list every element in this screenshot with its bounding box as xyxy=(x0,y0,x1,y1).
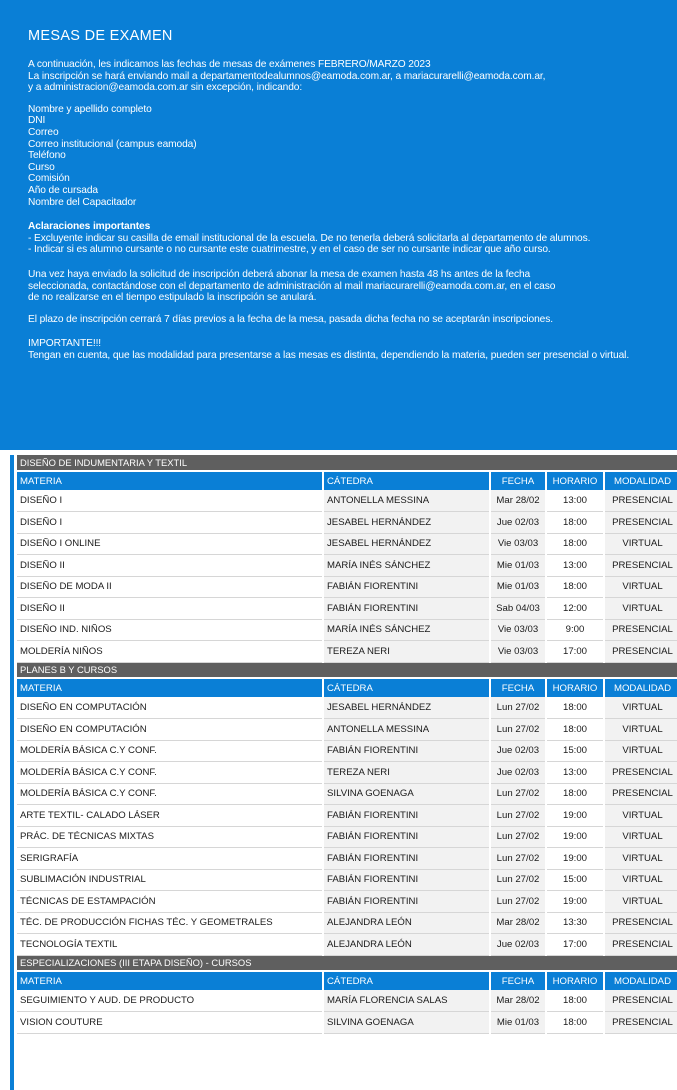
fecha-cell: Mie 01/03 xyxy=(490,576,546,598)
catedra-cell: MARÍA FLORENCIA SALAS xyxy=(323,990,490,1012)
fecha-cell: Lun 27/02 xyxy=(490,891,546,913)
materia-cell: MOLDERÍA NIÑOS xyxy=(17,641,323,663)
catedra-cell: ALEJANDRA LEÓN xyxy=(323,912,490,934)
table-row xyxy=(17,891,677,913)
table-row xyxy=(17,783,677,805)
modalidad-cell: VIRTUAL xyxy=(604,533,677,555)
modalidad-cell: VIRTUAL xyxy=(604,719,677,741)
materia-cell: PRÁC. DE TÉCNICAS MIXTAS xyxy=(17,826,323,848)
horario-cell: 18:00 xyxy=(546,576,604,598)
fecha-cell: Lun 27/02 xyxy=(490,848,546,870)
table-row xyxy=(17,869,677,891)
catedra-cell: FABIÁN FIORENTINI xyxy=(323,598,490,620)
column-header-fecha: FECHA xyxy=(490,971,546,990)
materia-cell: DISEÑO II xyxy=(17,598,323,620)
payment-text: Una vez haya enviado la solicitud de inscripción deberá abonar la mesa de examen hasta 48 hs antes de la fecha seleccionada, contactándose con el departamento de administración al mail mariacurarelli@eamoda.com.ar, en el caso de no realizarse en el tiempo estipulado la inscripción se anulará. xyxy=(28,268,556,304)
modalidad-cell: VIRTUAL xyxy=(604,598,677,620)
horario-cell: 18:00 xyxy=(546,783,604,805)
materia-cell: TECNOLOGÍA TEXTIL xyxy=(17,934,323,956)
clarifications-heading: Aclaraciones importantes xyxy=(28,221,151,233)
section-header xyxy=(17,455,677,471)
materia-cell: DISEÑO II xyxy=(17,555,323,577)
column-header-materia: MATERIA xyxy=(17,471,323,490)
catedra-cell: ANTONELLA MESSINA xyxy=(323,490,490,512)
modalidad-cell: VIRTUAL xyxy=(604,740,677,762)
info-panel xyxy=(0,0,677,450)
table-row xyxy=(17,576,677,598)
catedra-cell: FABIÁN FIORENTINI xyxy=(323,576,490,598)
modalidad-cell: PRESENCIAL xyxy=(604,990,677,1012)
exam-schedule xyxy=(10,455,677,1090)
intro-text: A continuación, les indicamos las fechas de mesas de exámenes FEBRERO/MARZO 2023 La inscripción se hará enviando mail a departamentodealumnos@eamoda.com.ar, a mariacurarelli@eamoda.com.ar, y a administracion@eamoda.com.ar sin excepción, indicando: xyxy=(28,59,546,94)
horario-cell: 17:00 xyxy=(546,641,604,663)
materia-cell: VISION COUTURE xyxy=(17,1012,323,1034)
table-row xyxy=(17,697,677,719)
modalidad-cell: PRESENCIAL xyxy=(604,934,677,956)
materia-cell: DISEÑO I xyxy=(17,512,323,534)
table-row xyxy=(17,512,677,534)
horario-cell: 18:00 xyxy=(546,533,604,555)
materia-cell: SUBLIMACIÓN INDUSTRIAL xyxy=(17,869,323,891)
materia-cell: DISEÑO EN COMPUTACIÓN xyxy=(17,697,323,719)
fecha-cell: Vie 03/03 xyxy=(490,619,546,641)
modalidad-cell: PRESENCIAL xyxy=(604,490,677,512)
horario-cell: 18:00 xyxy=(546,1012,604,1034)
column-header-materia: MATERIA xyxy=(17,678,323,697)
section-header xyxy=(17,955,677,971)
section-title: ESPECIALIZACIONES (III ETAPA DISEÑO) - CURSOS xyxy=(17,955,677,971)
table-row xyxy=(17,641,677,663)
section-header xyxy=(17,662,677,678)
column-header-modalidad: MODALIDAD xyxy=(604,471,677,490)
fecha-cell: Jue 02/03 xyxy=(490,740,546,762)
horario-cell: 19:00 xyxy=(546,891,604,913)
section-title: DISEÑO DE INDUMENTARIA Y TEXTIL xyxy=(17,455,677,471)
modalidad-cell: PRESENCIAL xyxy=(604,555,677,577)
fecha-cell: Sab 04/03 xyxy=(490,598,546,620)
catedra-cell: TEREZA NERI xyxy=(323,641,490,663)
catedra-cell: FABIÁN FIORENTINI xyxy=(323,848,490,870)
column-header-horario: HORARIO xyxy=(546,971,604,990)
table-row xyxy=(17,619,677,641)
materia-cell: TÉC. DE PRODUCCIÓN FICHAS TÉC. Y GEOMETRALES xyxy=(17,912,323,934)
fecha-cell: Lun 27/02 xyxy=(490,719,546,741)
horario-cell: 18:00 xyxy=(546,990,604,1012)
fecha-cell: Mie 01/03 xyxy=(490,555,546,577)
materia-cell: DISEÑO I ONLINE xyxy=(17,533,323,555)
materia-cell: TÉCNICAS DE ESTAMPACIÓN xyxy=(17,891,323,913)
column-header-fecha: FECHA xyxy=(490,678,546,697)
modalidad-cell: VIRTUAL xyxy=(604,848,677,870)
modalidad-cell: PRESENCIAL xyxy=(604,512,677,534)
horario-cell: 19:00 xyxy=(546,848,604,870)
column-header-row xyxy=(17,971,677,990)
modalidad-cell: PRESENCIAL xyxy=(604,1012,677,1034)
fecha-cell: Lun 27/02 xyxy=(490,826,546,848)
column-header-catedra: CÁTEDRA xyxy=(323,678,490,697)
table-row xyxy=(17,533,677,555)
horario-cell: 13:00 xyxy=(546,490,604,512)
fecha-cell: Lun 27/02 xyxy=(490,869,546,891)
table-row xyxy=(17,555,677,577)
fecha-cell: Mar 28/02 xyxy=(490,912,546,934)
fecha-cell: Mar 28/02 xyxy=(490,490,546,512)
column-header-modalidad: MODALIDAD xyxy=(604,678,677,697)
horario-cell: 18:00 xyxy=(546,697,604,719)
modalidad-cell: VIRTUAL xyxy=(604,826,677,848)
materia-cell: MOLDERÍA BÁSICA C.Y CONF. xyxy=(17,783,323,805)
catedra-cell: MARÍA INÉS SÁNCHEZ xyxy=(323,619,490,641)
catedra-cell: FABIÁN FIORENTINI xyxy=(323,805,490,827)
horario-cell: 15:00 xyxy=(546,869,604,891)
horario-cell: 17:00 xyxy=(546,934,604,956)
horario-cell: 18:00 xyxy=(546,512,604,534)
fecha-cell: Lun 27/02 xyxy=(490,805,546,827)
fecha-cell: Jue 02/03 xyxy=(490,512,546,534)
modalidad-cell: VIRTUAL xyxy=(604,891,677,913)
column-header-row xyxy=(17,678,677,697)
catedra-cell: SILVINA GOENAGA xyxy=(323,783,490,805)
modalidad-cell: PRESENCIAL xyxy=(604,762,677,784)
horario-cell: 13:00 xyxy=(546,762,604,784)
deadline-text: El plazo de inscripción cerrará 7 días previos a la fecha de la mesa, pasada dicha fecha no se aceptarán inscripciones. xyxy=(28,313,553,325)
column-header-row xyxy=(17,471,677,490)
catedra-cell: FABIÁN FIORENTINI xyxy=(323,740,490,762)
page-title: MESAS DE EXAMEN xyxy=(28,28,173,44)
exam-table xyxy=(17,455,677,1034)
fecha-cell: Lun 27/02 xyxy=(490,783,546,805)
horario-cell: 19:00 xyxy=(546,826,604,848)
modalidad-cell: PRESENCIAL xyxy=(604,641,677,663)
fecha-cell: Jue 02/03 xyxy=(490,934,546,956)
table-row xyxy=(17,826,677,848)
catedra-cell: JESABEL HERNÁNDEZ xyxy=(323,512,490,534)
horario-cell: 9:00 xyxy=(546,619,604,641)
catedra-cell: ALEJANDRA LEÓN xyxy=(323,934,490,956)
table-row xyxy=(17,762,677,784)
materia-cell: DISEÑO DE MODA II xyxy=(17,576,323,598)
catedra-cell: FABIÁN FIORENTINI xyxy=(323,826,490,848)
table-row xyxy=(17,990,677,1012)
table-row xyxy=(17,740,677,762)
materia-cell: MOLDERÍA BÁSICA C.Y CONF. xyxy=(17,762,323,784)
fecha-cell: Vie 03/03 xyxy=(490,533,546,555)
column-header-horario: HORARIO xyxy=(546,678,604,697)
catedra-cell: MARÍA INÉS SÁNCHEZ xyxy=(323,555,490,577)
fecha-cell: Vie 03/03 xyxy=(490,641,546,663)
fecha-cell: Jue 02/03 xyxy=(490,762,546,784)
table-row xyxy=(17,934,677,956)
fecha-cell: Mar 28/02 xyxy=(490,990,546,1012)
modalidad-cell: PRESENCIAL xyxy=(604,783,677,805)
horario-cell: 15:00 xyxy=(546,740,604,762)
section-title: PLANES B Y CURSOS xyxy=(17,662,677,678)
materia-cell: DISEÑO I xyxy=(17,490,323,512)
important-heading: IMPORTANTE!!! xyxy=(28,338,102,350)
horario-cell: 12:00 xyxy=(546,598,604,620)
modalidad-cell: VIRTUAL xyxy=(604,576,677,598)
fecha-cell: Lun 27/02 xyxy=(490,697,546,719)
modalidad-cell: VIRTUAL xyxy=(604,805,677,827)
materia-cell: DISEÑO IND. NIÑOS xyxy=(17,619,323,641)
catedra-cell: TEREZA NERI xyxy=(323,762,490,784)
catedra-cell: JESABEL HERNÁNDEZ xyxy=(323,533,490,555)
column-header-horario: HORARIO xyxy=(546,471,604,490)
materia-cell: SEGUIMIENTO Y AUD. DE PRODUCTO xyxy=(17,990,323,1012)
table-row xyxy=(17,912,677,934)
column-header-fecha: FECHA xyxy=(490,471,546,490)
catedra-cell: JESABEL HERNÁNDEZ xyxy=(323,697,490,719)
column-header-catedra: CÁTEDRA xyxy=(323,471,490,490)
table-row xyxy=(17,598,677,620)
table-row xyxy=(17,719,677,741)
column-header-modalidad: MODALIDAD xyxy=(604,971,677,990)
catedra-cell: FABIÁN FIORENTINI xyxy=(323,869,490,891)
materia-cell: MOLDERÍA BÁSICA C.Y CONF. xyxy=(17,740,323,762)
modalidad-cell: PRESENCIAL xyxy=(604,619,677,641)
column-header-materia: MATERIA xyxy=(17,971,323,990)
horario-cell: 13:30 xyxy=(546,912,604,934)
catedra-cell: SILVINA GOENAGA xyxy=(323,1012,490,1034)
catedra-cell: ANTONELLA MESSINA xyxy=(323,719,490,741)
materia-cell: SERIGRAFÍA xyxy=(17,848,323,870)
table-row xyxy=(17,1012,677,1034)
catedra-cell: FABIÁN FIORENTINI xyxy=(323,891,490,913)
column-header-catedra: CÁTEDRA xyxy=(323,971,490,990)
materia-cell: ARTE TEXTIL- CALADO LÁSER xyxy=(17,805,323,827)
fecha-cell: Mie 01/03 xyxy=(490,1012,546,1034)
clarifications-text: - Excluyente indicar su casilla de email institucional de la escuela. De no tenerla deberá solicitarla al departamento de alumnos. - Indicar si es alumno cursante o no cursante este cuatrimestre, y en el caso de ser no cursante indicar que año curso. xyxy=(28,232,591,256)
modalidad-cell: VIRTUAL xyxy=(604,869,677,891)
horario-cell: 18:00 xyxy=(546,719,604,741)
modalidad-cell: PRESENCIAL xyxy=(604,912,677,934)
horario-cell: 19:00 xyxy=(546,805,604,827)
table-row xyxy=(17,848,677,870)
horario-cell: 13:00 xyxy=(546,555,604,577)
important-text: Tengan en cuenta, que las modalidad para presentarse a las mesas es distinta, dependiendo la materia, pueden ser presencial o virtual. xyxy=(28,349,630,361)
table-row xyxy=(17,490,677,512)
table-row xyxy=(17,805,677,827)
required-fields-list: Nombre y apellido completo DNI Correo Correo institucional (campus eamoda) Teléfono Curso Comisión Año de cursada Nombre del Capacitador xyxy=(28,103,197,208)
materia-cell: DISEÑO EN COMPUTACIÓN xyxy=(17,719,323,741)
modalidad-cell: VIRTUAL xyxy=(604,697,677,719)
